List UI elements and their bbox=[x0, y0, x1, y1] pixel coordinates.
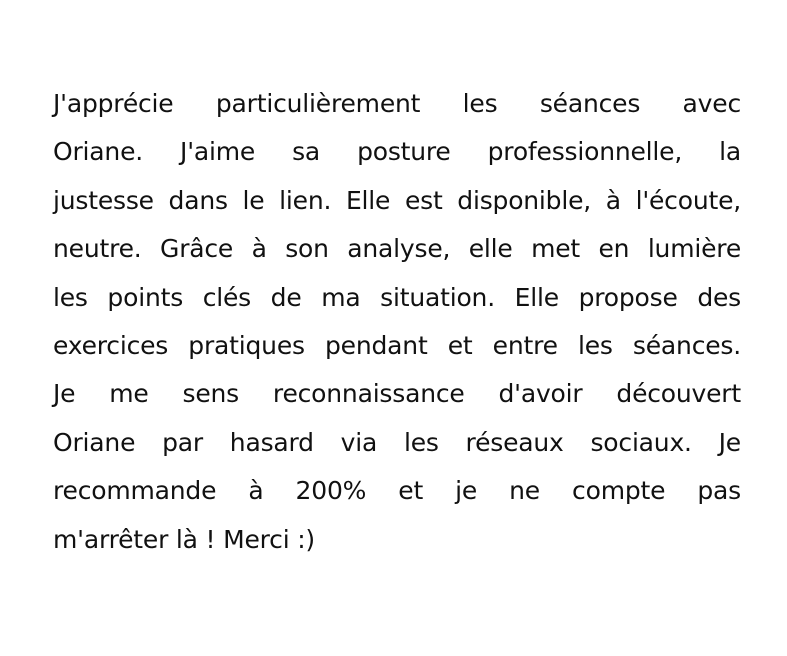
testimonial-line: Je me sens reconnaissance d'avoir découvert bbox=[53, 379, 741, 409]
testimonial-line: J'apprécie particulièrement les séances avec bbox=[53, 89, 741, 118]
testimonial-line: m'arrêter là ! Merci :) bbox=[53, 524, 315, 554]
testimonial-line: neutre. Grâce à son analyse, elle met en lumière bbox=[53, 234, 741, 264]
testimonial-line: les points clés de ma situation. Elle propose des bbox=[53, 282, 741, 312]
testimonial-line: exercices pratiques pendant et entre les séances. bbox=[53, 330, 741, 360]
testimonial-line: Oriane. J'aime sa posture professionnelle, la bbox=[53, 137, 741, 167]
testimonial-line: justesse dans le lien. Elle est disponible, à l'écoute, bbox=[53, 185, 741, 215]
testimonial-text bbox=[53, 80, 741, 564]
testimonial-line: recommande à 200% et je ne compte pas bbox=[53, 476, 741, 506]
testimonial-line: Oriane par hasard via les réseaux sociaux. Je bbox=[53, 427, 741, 457]
